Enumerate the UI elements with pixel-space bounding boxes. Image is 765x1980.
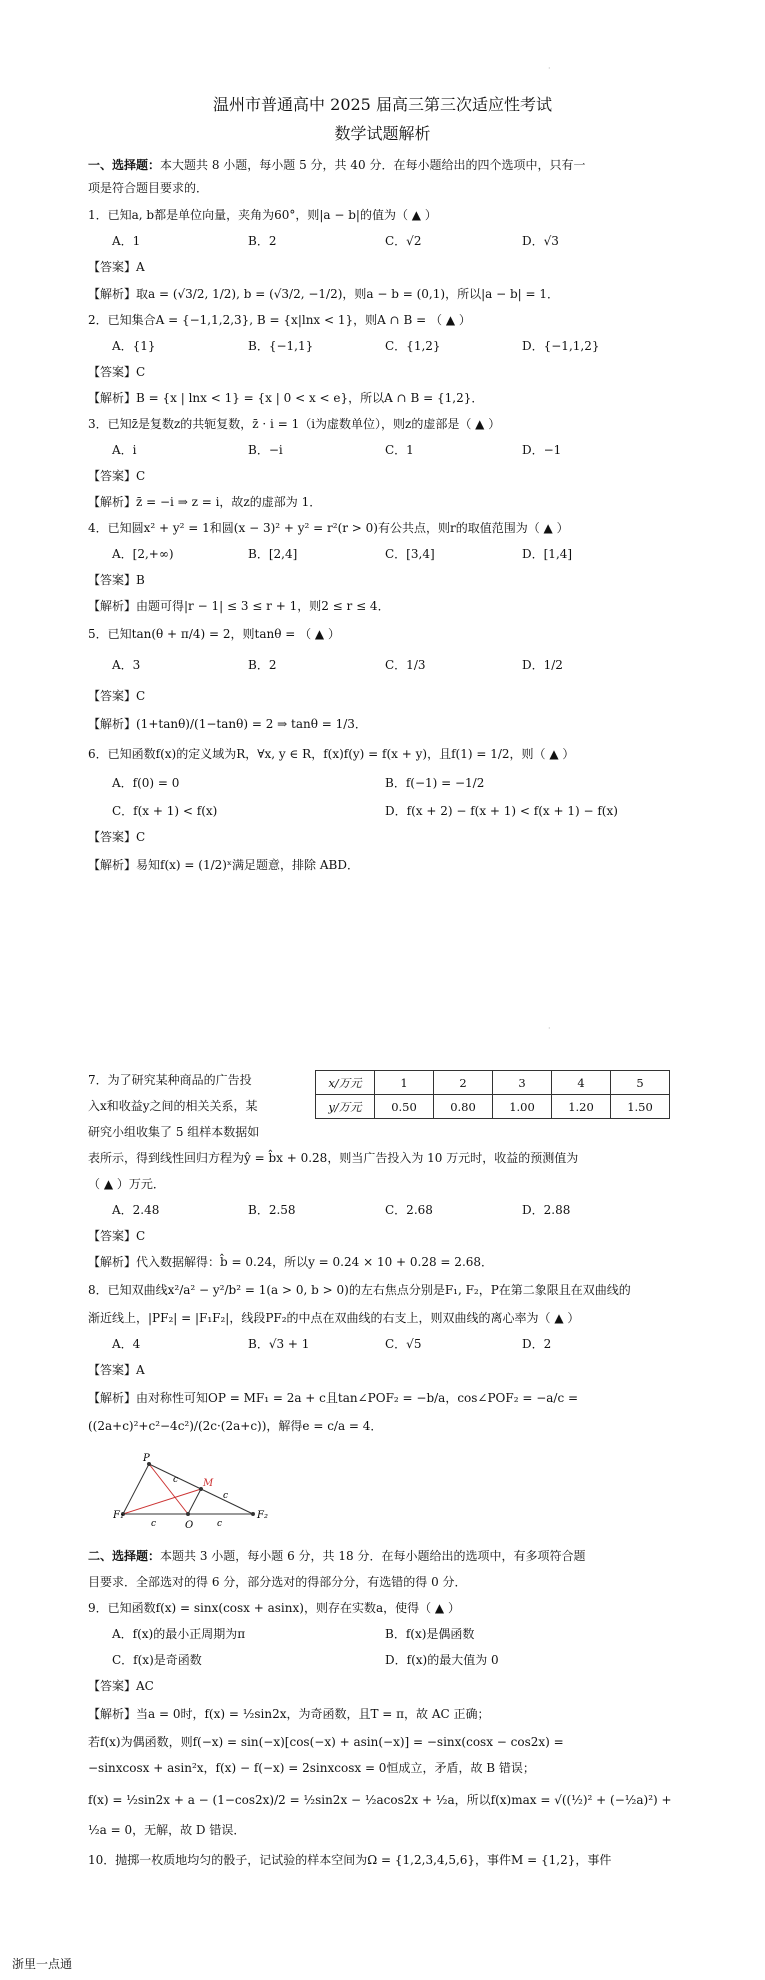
question-7-line-4: 表所示，得到线性回归方程为ŷ = b̂x + 0.28，则当广告投入为 10 万元时，收益的预测值为	[88, 1151, 579, 1165]
q9-solution-1: 【解析】当a = 0时，f(x) = ½sin2x，为奇函数，且T = π，故 AC 正确；	[88, 1707, 490, 1721]
question-7-line-3: 研究小组收集了 5 组样本数据如	[88, 1125, 260, 1139]
q7-option-c: C．2.68	[385, 1203, 433, 1217]
q9-solution-2: 若f(x)为偶函数，则f(−x) = sin(−x)[cos(−x) + asin(−x)] = −sinx(cosx − cos2x) =	[88, 1735, 564, 1749]
section-1-text: 本大题共 8 小题，每小题 5 分，共 40 分．在每小题给出的四个选项中，只有一	[160, 158, 586, 172]
q5-answer: 【答案】C	[88, 689, 146, 703]
q3-option-a: A．i	[112, 443, 137, 457]
q5-option-d: D．1/2	[522, 658, 563, 672]
label-m: M	[203, 1478, 214, 1489]
section-2-heading: 二、选择题：	[88, 1549, 161, 1563]
q3-answer: 【答案】C	[88, 469, 146, 483]
q8-answer: 【答案】A	[88, 1363, 145, 1377]
question-7-line-1: 7．为了研究某种商品的广告投	[88, 1073, 252, 1087]
table-cell: x/万元	[316, 1071, 375, 1095]
q2-answer: 【答案】C	[88, 365, 146, 379]
q9-option-d: D．f(x)的最大值为 0	[385, 1653, 499, 1667]
question-7-line-5: （ ▲ ）万元．	[88, 1177, 165, 1191]
q9-option-c: C．f(x)是奇函数	[112, 1653, 202, 1667]
q7-solution: 【解析】代入数据解得：b̂ = 0.24，所以y = 0.24 × 10 + 0.28 = 2.68．	[88, 1255, 494, 1269]
table-cell: 2	[434, 1071, 493, 1095]
point-f2	[251, 1512, 255, 1516]
table-cell: 4	[552, 1071, 611, 1095]
q7-option-a: A．2.48	[112, 1203, 160, 1217]
sample-data-table	[315, 1070, 670, 1119]
section-1-intro	[88, 157, 585, 173]
label-c: c	[223, 1491, 229, 1501]
q4-solution: 【解析】由题可得|r − 1| ≤ 3 ≤ r + 1，则2 ≤ r ≤ 4．	[88, 599, 390, 613]
table-cell: 1.00	[493, 1095, 552, 1119]
table-cell: 1.20	[552, 1095, 611, 1119]
question-2: 2．已知集合A = {−1,1,2,3}, B = {x|lnx < 1}，则A ∩ B = （ ▲ ）	[88, 313, 471, 327]
page-mark-2: ·	[548, 1024, 551, 1033]
question-8-line-2: 渐近线上，|PF₂| = |F₁F₂|，线段PF₂的中点在双曲线的右支上，则双曲线的离心率为（ ▲ ）	[88, 1311, 580, 1325]
exam-title: 温州市普通高中 2025 届高三第三次适应性考试	[213, 95, 552, 114]
exam-subtitle: 数学试题解析	[334, 124, 431, 143]
segment-f1-m	[123, 1489, 201, 1514]
q2-solution: 【解析】B = {x | lnx < 1} = {x | 0 < x < e}，所以A ∩ B = {1,2}．	[88, 391, 484, 405]
q1-option-c: C．√2	[385, 234, 422, 248]
question-6: 6．已知函数f(x)的定义域为R，∀x, y ∈ R，f(x)f(y) = f(x + y)，且f(1) = 1/2，则（ ▲ ）	[88, 747, 575, 761]
table-cell: y/万元	[316, 1095, 375, 1119]
label-f2: F₂	[257, 1510, 268, 1521]
q7-answer: 【答案】C	[88, 1229, 146, 1243]
question-10: 10．抛掷一枚质地均匀的骰子，记试验的样本空间为Ω = {1,2,3,4,5,6}，事件M = {1,2}，事件	[88, 1853, 612, 1867]
q5-option-c: C．1/3	[385, 658, 426, 672]
q2-option-a: A．{1}	[112, 339, 156, 353]
question-7-line-2: 入x和收益y之间的相关关系，某	[88, 1099, 258, 1113]
q3-solution: 【解析】z̄ = −i ⇒ z = i，故z的虚部为 1．	[88, 495, 322, 509]
table-row-y	[316, 1095, 670, 1119]
table-cell: 0.50	[375, 1095, 434, 1119]
q8-solution-2: ((2a+c)²+c²−4c²)/(2c·(2a+c))，解得e = c/a = 4．	[88, 1419, 383, 1433]
q9-solution-5: ½a = 0，无解，故 D 错误．	[88, 1823, 246, 1837]
q2-option-b: B．{−1,1}	[248, 339, 314, 353]
question-5: 5．已知tan(θ + π/4) = 2，则tanθ = （ ▲ ）	[88, 627, 340, 641]
section-2-text-2: 目要求．全部选对的得 6 分，部分选对的得部分分，有选错的得 0 分．	[88, 1575, 467, 1589]
q9-option-b: B．f(x)是偶函数	[385, 1627, 475, 1641]
q5-solution: 【解析】(1+tanθ)/(1−tanθ) = 2 ⇒ tanθ = 1/3．	[88, 717, 367, 731]
label-c: c	[173, 1475, 179, 1485]
q8-option-a: A．4	[112, 1337, 141, 1351]
q4-option-c: C．[3,4]	[385, 547, 435, 561]
section-2-intro	[88, 1548, 585, 1564]
q6-option-d: D．f(x + 2) − f(x + 1) < f(x + 1) − f(x)	[385, 804, 618, 818]
q4-option-d: D．[1,4]	[522, 547, 573, 561]
q4-option-b: B．[2,4]	[248, 547, 298, 561]
table-row-x	[316, 1071, 670, 1095]
q2-option-d: D．{−1,1,2}	[522, 339, 600, 353]
q1-answer: 【答案】A	[88, 260, 145, 274]
q9-solution-4: f(x) = ½sin2x + a − (1−cos2x)/2 = ½sin2x − ½acos2x + ½a，所以f(x)max = √((½)² + (−½a)²) +	[88, 1793, 672, 1807]
section-1-text-2: 项是符合题目要求的．	[88, 181, 209, 195]
section-1-heading: 一、选择题：	[88, 158, 161, 172]
q1-option-d: D．√3	[522, 234, 559, 248]
q8-option-c: C．√5	[385, 1337, 422, 1351]
question-4: 4．已知圆x² + y² = 1和圆(x − 3)² + y² = r²(r > 0)有公共点，则r的取值范围为（ ▲ ）	[88, 521, 569, 535]
q1-option-b: B．2	[248, 234, 277, 248]
table-cell: 1	[375, 1071, 434, 1095]
hyperbola-figure	[113, 1452, 273, 1532]
question-3: 3．已知z̄是复数z的共轭复数，z̄ · i = 1（i为虚数单位），则z的虚部是（ ▲ ）	[88, 417, 501, 431]
label-c: c	[151, 1519, 157, 1529]
q9-option-a: A．f(x)的最小正周期为π	[112, 1627, 246, 1641]
table-cell: 0.80	[434, 1095, 493, 1119]
label-c: c	[217, 1519, 223, 1529]
table-cell: 3	[493, 1071, 552, 1095]
q6-option-b: B．f(−1) = −1/2	[385, 776, 485, 790]
q7-option-b: B．2.58	[248, 1203, 296, 1217]
label-p: P	[143, 1453, 150, 1464]
q3-option-d: D．−1	[522, 443, 562, 457]
q8-option-d: D．2	[522, 1337, 552, 1351]
segment-p-o	[149, 1464, 188, 1514]
table-cell: 1.50	[611, 1095, 670, 1119]
q9-answer: 【答案】AC	[88, 1679, 154, 1693]
table-cell: 5	[611, 1071, 670, 1095]
footer-watermark: 浙里一点通	[12, 1957, 73, 1971]
q8-solution-1: 【解析】由对称性可知OP = MF₁ = 2a + c且tan∠POF₂ = −b/a，cos∠POF₂ = −a/c =	[88, 1391, 579, 1405]
q6-answer: 【答案】C	[88, 830, 146, 844]
q1-option-a: A．1	[112, 234, 141, 248]
q6-option-c: C．f(x + 1) < f(x)	[112, 804, 218, 818]
question-9: 9．已知函数f(x) = sinx(cosx + asinx)，则存在实数a，使得（ ▲ ）	[88, 1601, 460, 1615]
label-o: O	[185, 1520, 194, 1531]
q6-option-a: A．f(0) = 0	[112, 776, 180, 790]
q3-option-c: C．1	[385, 443, 414, 457]
q8-option-b: B．√3 + 1	[248, 1337, 310, 1351]
point-o	[186, 1512, 190, 1516]
q4-answer: 【答案】B	[88, 573, 145, 587]
q2-option-c: C．{1,2}	[385, 339, 441, 353]
q1-solution: 【解析】取a = (√3/2, 1/2), b = (√3/2, −1/2)，则a − b = (0,1)，所以|a − b| = 1．	[88, 287, 559, 301]
q3-option-b: B．−i	[248, 443, 283, 457]
q5-option-a: A．3	[112, 658, 141, 672]
q4-option-a: A．[2,+∞)	[112, 547, 174, 561]
section-2-text: 本题共 3 小题，每小题 6 分，共 18 分．在每小题给出的选项中，有多项符合题	[160, 1549, 586, 1563]
q5-option-b: B．2	[248, 658, 277, 672]
question-8-line-1: 8．已知双曲线x²/a² − y²/b² = 1(a > 0, b > 0)的左右焦点分别是F₁, F₂，P在第二象限且在双曲线的	[88, 1283, 631, 1297]
question-1: 1．已知a, b都是单位向量，夹角为60°，则|a − b|的值为（ ▲ ）	[88, 208, 437, 222]
q6-solution: 【解析】易知f(x) = (1/2)ˣ满足题意，排除 ABD．	[88, 858, 359, 872]
page-mark: ·	[548, 64, 551, 73]
q9-solution-3: −sinxcosx + asin²x，f(x) − f(−x) = 2sinxcosx = 0恒成立，矛盾，故 B 错误；	[88, 1761, 535, 1775]
q7-option-d: D．2.88	[522, 1203, 571, 1217]
label-f1: F₁	[113, 1510, 124, 1521]
